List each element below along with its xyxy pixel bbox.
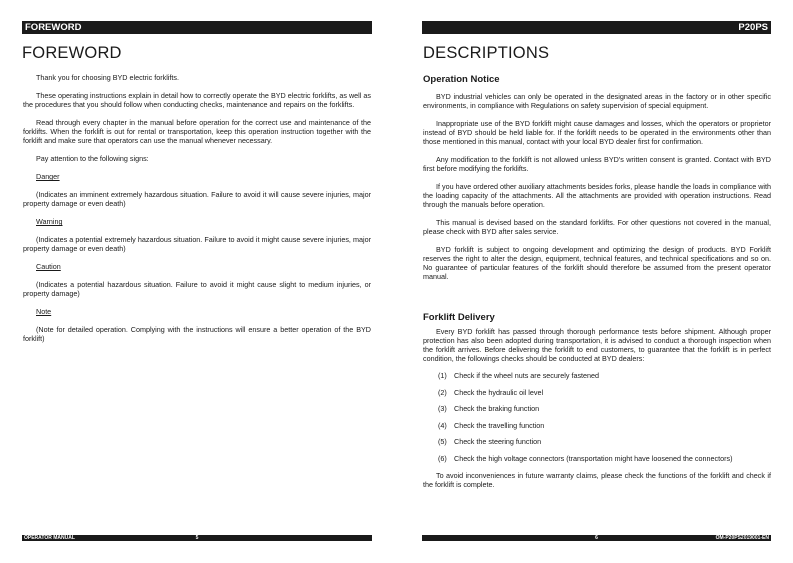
list-item: (4) Check the travelling function [438, 420, 545, 430]
list-item: (1) Check if the wheel nuts are securely fastened [438, 371, 600, 380]
right-page-number: 6 [595, 535, 598, 541]
sign-label-danger: Danger [36, 172, 60, 181]
descriptions-content [423, 74, 771, 489]
sign-label-note: Note [36, 307, 52, 316]
right-page [397, 0, 793, 563]
operation-notice-paragraph: Inappropriate use of the BYD forklift might cause damages and losses, which the operators or proprietor instead of BYD should be held liable for. If the forklift needs to be operated in the environments other than those mentioned in this manual, contact with your local BYD dealer first for confirmation. [423, 119, 771, 146]
left-header-bar: FOREWORD [22, 21, 372, 34]
right-footer-bar [422, 535, 771, 541]
left-page-title: FOREWORD [22, 44, 122, 62]
operation-notice-paragraph: BYD forklift is subject to ongoing development and optimizing the design of products. BYD Forklift reserves the right to alter the design, equipment, technical features, and technical specifications and so on. No guarantee of particular features of the forklift should therefore be assumed from the present operator manual. [423, 245, 771, 281]
foreword-paragraph-1: Thank you for choosing BYD electric forklifts. [36, 73, 180, 82]
delivery-check-list [423, 371, 771, 463]
foreword-paragraph-2: These operating instructions explain in detail how to correctly operate the BYD electric forklifts, as well as the procedures that you should follow when conducting checks, maintenance and repairs on the forklifts. [23, 91, 371, 109]
operation-notice-paragraph: If you have ordered other auxiliary attachments besides forks, please handle the loads in compliance with the loading capacity of the attachments. All the attachments are provided with operation instructions. Read through the manuals before operation. [423, 182, 771, 209]
footer-document-code: OM-P20PS2019001-EN [715, 535, 769, 541]
operation-notice-paragraph: This manual is devised based on the standard forklifts. For other questions not covered in the manual, please check with BYD after sales service. [423, 218, 771, 236]
sign-text-note: (Note for detailed operation. Complying with the instructions will ensure a better operation of the BYD forklift) [23, 325, 371, 343]
sign-text-danger: (Indicates an imminent extremely hazardous situation. Failure to avoid it will cause severe injuries, major property damage or even death) [23, 190, 371, 208]
foreword-paragraph-3: Read through every chapter in the manual before operation for the correct use and maintenance of the forklifts. When the forklift is out for rental or transportation, keep this operation instruction together with the forklift and make sure that operators can use the manual whenever necessary. [23, 118, 371, 145]
sign-label-caution: Caution [36, 262, 61, 271]
forklift-delivery-intro: Every BYD forklift has passed through thorough performance tests before shipment. Although proper protection has also been adopted during transportation, it is advised to conduct a thorough inspection when the forklift arrives. Before delivering the forklift to end customers, to guarantee that the forklift is in perfect condition, the followings checks should be conducted at BYD dealers: [423, 327, 771, 363]
footer-manual-label: OPERATOR MANUAL [24, 535, 75, 541]
sign-text-warning: (Indicates a potential extremely hazardous situation. Failure to avoid it might cause severe injuries, major property damage or even death) [23, 235, 371, 253]
right-header-bar: P20PS [422, 21, 771, 34]
sign-label-warning: Warning [36, 217, 63, 226]
sign-text-caution: (Indicates a potential hazardous situation. Failure to avoid it might cause slight to medium injuries, or property damage) [23, 280, 371, 298]
right-page-title: DESCRIPTIONS [423, 44, 550, 62]
list-item: (2) Check the hydraulic oil level [438, 387, 544, 397]
list-item: (3) Check the braking function [438, 404, 540, 414]
left-page-number: 5 [195, 535, 199, 541]
forklift-delivery-heading: Forklift Delivery [423, 312, 495, 323]
operation-notice-paragraph: Any modification to the forklift is not allowed unless BYD's written consent is granted. Contact with BYD first before modifying the forklifts. [423, 155, 771, 173]
left-footer-bar [22, 535, 372, 541]
forklift-delivery-closing: To avoid inconveniences in future warranty claims, please check the functions of the forklift and check if the forklift is complete. [423, 470, 771, 489]
list-item: (5) Check the steering function [438, 437, 542, 447]
left-page [0, 0, 396, 563]
foreword-content [23, 73, 371, 343]
foreword-paragraph-4: Pay attention to the following signs: [36, 154, 149, 163]
list-item: (6) Check the high voltage connectors (transportation might have loosened the connectors) [438, 453, 733, 463]
operation-notice-paragraph: BYD industrial vehicles can only be operated in the designated areas in the factory or in other specific environments, in compliance with Regulations on safety supervision of special equipment. [423, 92, 771, 110]
operation-notice-heading: Operation Notice [423, 74, 500, 85]
